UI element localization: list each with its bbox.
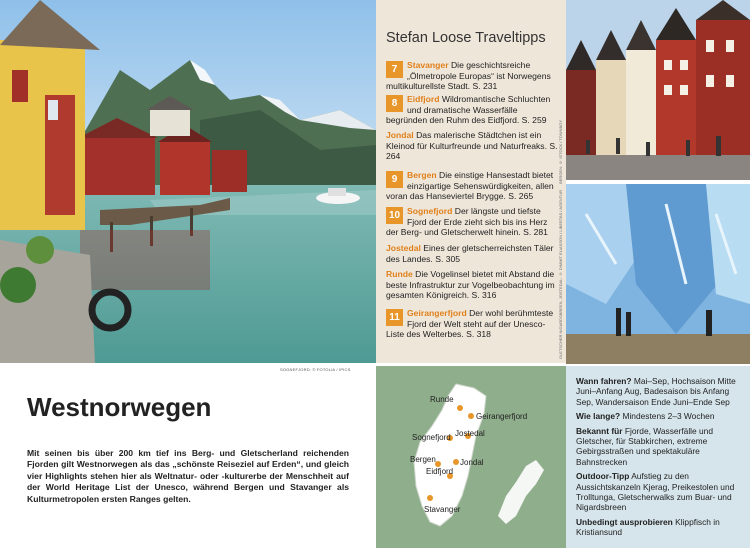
- fact-answer: Mindestens 2–3 Wochen: [620, 411, 715, 422]
- bryggen-photo: [566, 0, 750, 180]
- tip-number: 7: [386, 61, 403, 78]
- facts-panel: [566, 366, 750, 548]
- map-label-stavanger: Stavanger: [424, 505, 461, 514]
- map-label-sognefjord: Sognefjord: [412, 433, 451, 442]
- photo-credit: GLETSCHER NIGARDSBREEN, JOSTEDAL: © DIMMIT ELIASSON / LIBERTAS / AGENTUR: [558, 190, 563, 360]
- tip-place: Sognefjord: [407, 206, 453, 216]
- tip-place: Stavanger: [407, 60, 449, 70]
- tip-item: [386, 60, 558, 92]
- photo-credit: SOGNEFJORD: © FOTOLIA / IPICS: [280, 367, 351, 372]
- tip-text: Eines der gletscherreichsten Täler des Landes. S. 305: [386, 243, 554, 264]
- tip-place: Bergen: [407, 170, 437, 180]
- fact-item: [576, 471, 744, 513]
- map-inset-norway: [498, 460, 544, 524]
- region-map: [376, 366, 566, 548]
- fact-question: Bekannt für: [576, 425, 623, 436]
- map-label-jostedal: Jostedal: [455, 429, 485, 438]
- tip-number: 9: [386, 171, 403, 188]
- region-intro: Mit seinen bis über 200 km tief ins Berg- und Gletscherland reichenden Fjorden gilt Westnorwegen als das „schönste Reiseziel auf Erden“, und gleich vier Highlights stehen hier als Weltnatur- oder -kulturerbe der Menschheit auf der World Heritage List der Unesco, während Bergen und Stavanger als Kulturmetropolen ersten Ranges gelten.: [27, 448, 349, 504]
- tip-item: [386, 94, 558, 126]
- tip-text: Das malerische Städtchen ist ein Kleinod für Kulturfreunde und Naturfreaks. S. 264: [386, 130, 558, 162]
- fact-answer: Aufstieg zu den Aussichtskanzeln Kjerag, Preikestolen und Trolltunga, Gletscherwalks zum Buar- und Nigardsbreen: [576, 471, 735, 513]
- tip-place: Jostedal: [386, 243, 421, 253]
- tip-place: Runde: [386, 269, 413, 279]
- traveltips-panel: [376, 0, 566, 363]
- fact-item: [576, 376, 744, 407]
- tip-item: [386, 170, 558, 202]
- tip-item: [386, 206, 558, 238]
- fact-item: [576, 426, 744, 468]
- fact-answer: Klippfisch in Kristiansund: [576, 516, 720, 538]
- fjord-photo: [0, 0, 376, 363]
- tip-text: Der längste und tiefste Fjord der Erde zieht sich bis ins Herz der Berg- und Gletscherwelt hinein. S. 281: [386, 206, 548, 238]
- tips-title: Stefan Loose Traveltipps: [386, 30, 546, 46]
- tip-number: 10: [386, 207, 403, 224]
- fact-item: [576, 411, 744, 421]
- tip-place: Jondal: [386, 130, 414, 140]
- map-label-runde: Runde: [430, 395, 454, 404]
- tip-place: Eidfjord: [407, 94, 440, 104]
- tip-text: Der wohl berühmteste Fjord der Welt steht auf der Unesco-Liste des Welterbes. S. 318: [386, 308, 554, 340]
- tip-text: Wildromantische Schluchten und dramatische Wasserfälle begründen den Ruhm des Eidfjord. S. 259: [386, 94, 551, 126]
- tip-item: [386, 308, 558, 340]
- tip-text: Die geschichtsreiche „Ölmetropole Europas“ ist Norwegens multikulturellste Stadt. S. 231: [386, 60, 551, 92]
- map-label-geirangerfjord: Geirangerfjord: [476, 412, 528, 421]
- tip-text: Die Vogelinsel bietet mit Abstand die beste Infrastruktur zur Vogelbeobachtung im gesamten Königreich. S. 316: [386, 269, 555, 301]
- tip-item: [386, 243, 558, 264]
- tip-item: [386, 269, 558, 301]
- tip-number: 11: [386, 309, 403, 326]
- fact-answer: Mai–Sep, Hochsaison Mitte Juni–Anfang Aug, Badesaison bis Anfang Sep, Wandersaison Ende Juni–Ende Sep: [576, 376, 736, 407]
- fact-question: Unbedingt ausprobieren: [576, 516, 673, 527]
- tip-text: Die einstige Hansestadt bietet einzigartige Sehenswürdigkeiten, allen voran das Hanseviertel Brygge. S. 265: [386, 170, 554, 202]
- tip-place: Geirangerfjord: [407, 308, 467, 318]
- fact-item: [576, 517, 744, 538]
- glacier-photo: [566, 184, 750, 364]
- region-title: Westnorwegen: [27, 392, 212, 422]
- tip-item: [386, 130, 558, 162]
- fact-question: Wann fahren?: [576, 376, 632, 386]
- map-label-jondal: Jondal: [460, 458, 484, 467]
- map-label-eidfjord: Eidfjord: [426, 467, 454, 476]
- fact-question: Outdoor-Tipp: [576, 471, 630, 482]
- fact-answer: Fjorde, Wasserfälle und Gletscher, für Stabkirchen, extreme Gebirgsstraßen und spektakuläre Bahnstrecken: [576, 425, 714, 467]
- fact-question: Wie lange?: [576, 411, 621, 422]
- photo-credit: BERGEN: © ISTOCK / TOWNBOY: [558, 120, 563, 184]
- map-label-bergen: Bergen: [410, 455, 436, 464]
- tip-number: 8: [386, 95, 403, 112]
